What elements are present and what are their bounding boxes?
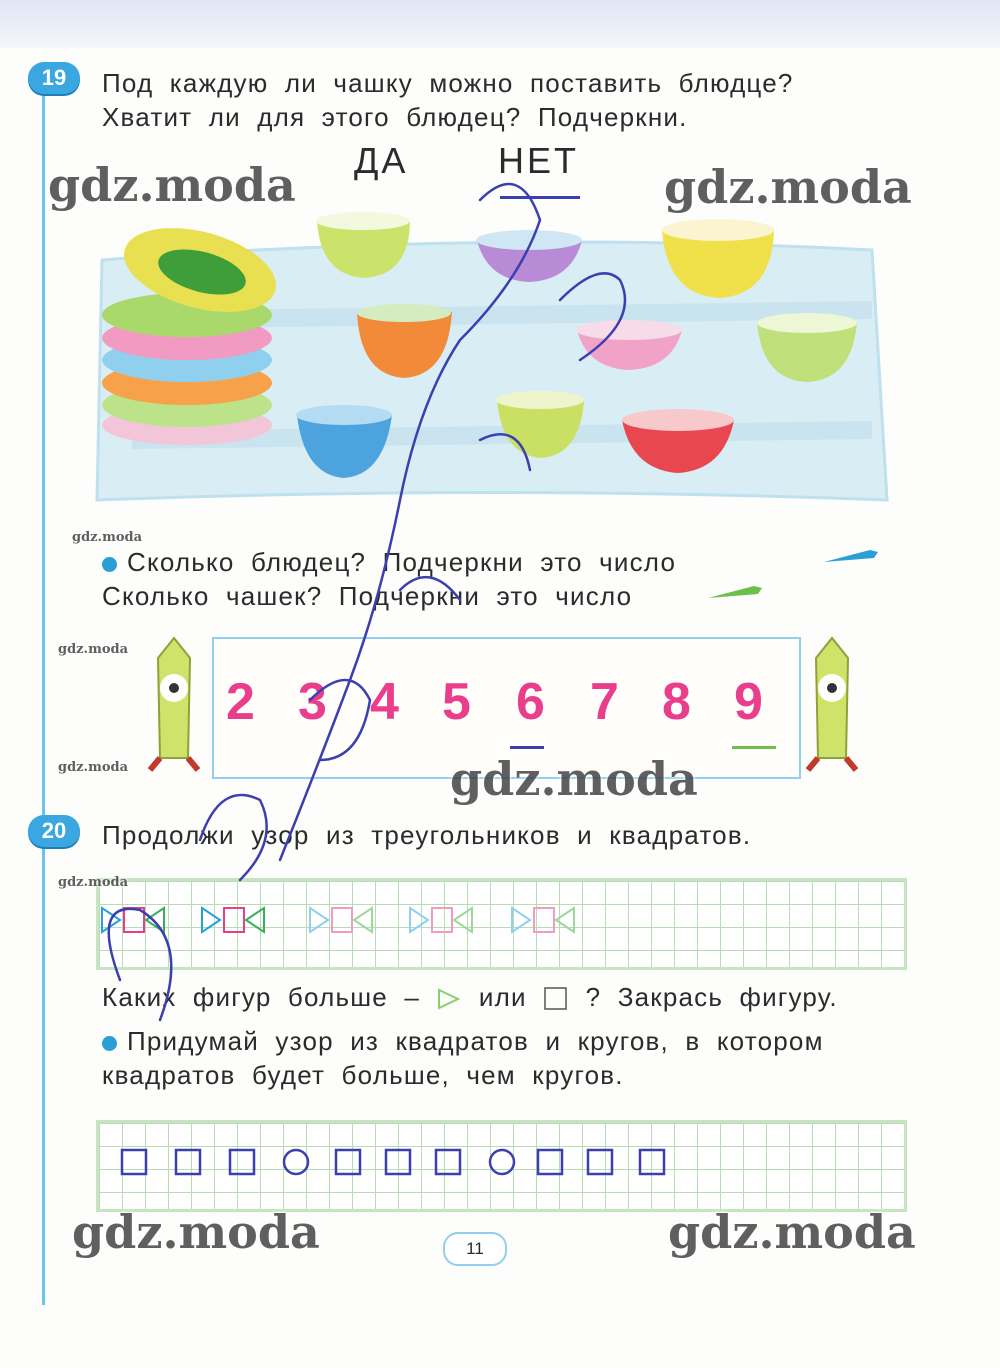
digit-3[interactable]: 3	[298, 673, 327, 731]
answer-yes[interactable]: ДА	[354, 140, 409, 181]
digit-5[interactable]: 5	[442, 673, 471, 731]
digit-4[interactable]: 4	[370, 673, 399, 731]
task-20-line-3: квадратов будет больше, чем кругов.	[102, 1060, 624, 1090]
digit-8[interactable]: 8	[662, 673, 691, 731]
digit-9[interactable]: 9	[734, 673, 763, 731]
task-19-line-2: Хватит ли для этого блюдец? Подчеркни.	[102, 102, 688, 132]
watermark-small-2: gdz.moda	[58, 642, 129, 657]
task-19-question-1-text: Сколько блюдец? Подчеркни это число	[127, 547, 677, 577]
task-20-line-2-text: Придумай узор из квадратов и кругов, в котором	[127, 1026, 824, 1056]
answer-no[interactable]: НЕТ	[498, 140, 579, 181]
watermark-4: gdz.moda	[72, 1205, 320, 1259]
pencil-mascot-right-icon	[796, 618, 876, 778]
task-20-question-post: ? Закрась фигуру.	[585, 982, 838, 1012]
watermark-1: gdz.moda	[48, 158, 296, 212]
task-20-badge: 20	[28, 815, 80, 847]
page-number: 11	[443, 1232, 507, 1266]
task-19-question-2: Сколько чашек? Подчеркни это число	[102, 581, 633, 611]
digit-2[interactable]: 2	[226, 673, 255, 731]
task-20-line-1: Продолжи узор из треугольников и квадратов.	[102, 820, 752, 850]
watermark-small-1: gdz.moda	[72, 530, 143, 545]
blue-pencil-icon	[822, 546, 882, 566]
green-pencil-icon	[706, 582, 766, 602]
watermark-5: gdz.moda	[668, 1205, 916, 1259]
digit-7[interactable]: 7	[590, 673, 619, 731]
task-20-question-mid: или	[478, 982, 527, 1012]
task-19-line-1: Под каждую ли чашку можно поставить блюдце?	[102, 68, 794, 98]
watermark-2: gdz.moda	[664, 160, 912, 214]
underline-9	[732, 746, 776, 749]
task-20-question-pre: Каких фигур больше –	[102, 982, 421, 1012]
watermark-3: gdz.moda	[450, 752, 698, 806]
watermark-small-4: gdz.moda	[58, 875, 129, 890]
top-decoration-bar	[0, 0, 1000, 48]
task-19-badge: 19	[28, 62, 80, 94]
digit-6[interactable]: 6	[516, 673, 545, 731]
square-circle-pattern	[118, 1146, 678, 1180]
watermark-small-3: gdz.moda	[58, 760, 129, 775]
handwritten-scribble	[100, 140, 660, 1060]
margin-line	[42, 95, 45, 1305]
